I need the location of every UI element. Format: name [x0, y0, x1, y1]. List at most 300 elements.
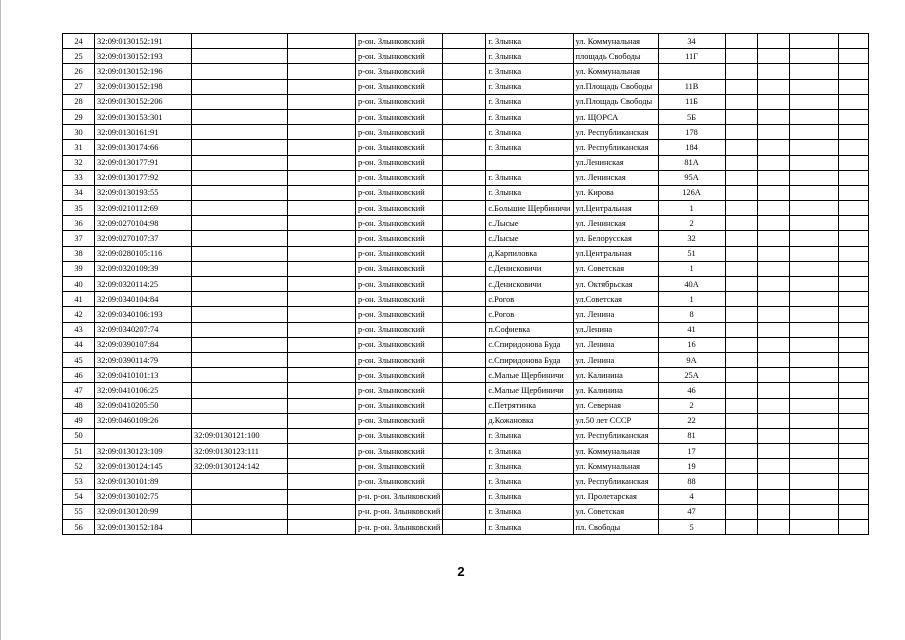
- empty-cell: [443, 201, 486, 216]
- empty-cell: [443, 64, 486, 79]
- street-cell: ул.Площадь Свободы: [573, 94, 658, 109]
- house-number-cell: 8: [658, 307, 725, 322]
- house-number-cell: 46: [658, 383, 725, 398]
- empty-cell: [789, 34, 838, 49]
- empty-cell: [757, 413, 789, 428]
- cadastral-number-cell: 32:09:0320114:25: [95, 277, 192, 292]
- district-cell: р-он. Злынковский: [356, 140, 443, 155]
- street-cell: ул. Советская: [573, 261, 658, 276]
- house-number-cell: 16: [658, 337, 725, 352]
- district-cell: р-он. Злынковский: [356, 261, 443, 276]
- empty-cell: [725, 428, 757, 443]
- related-cadastral-number-cell: [192, 277, 288, 292]
- cadastral-number-cell: 32:09:0130161:91: [95, 125, 192, 140]
- house-number-cell: 5Б: [658, 109, 725, 124]
- empty-cell: [838, 277, 868, 292]
- settlement-cell: с.Малые Щербиничи: [486, 383, 573, 398]
- empty-cell: [789, 140, 838, 155]
- related-cadastral-number-cell: [192, 322, 288, 337]
- empty-cell: [288, 155, 356, 170]
- table-row: [63, 277, 869, 292]
- related-cadastral-number-cell: [192, 246, 288, 261]
- empty-cell: [288, 398, 356, 413]
- empty-cell: [789, 444, 838, 459]
- empty-cell: [443, 474, 486, 489]
- empty-cell: [757, 322, 789, 337]
- cadastral-number-cell: 32:09:0390107:84: [95, 337, 192, 352]
- cadastral-number-cell: 32:09:0130177:92: [95, 170, 192, 185]
- settlement-cell: с.Денисковичи: [486, 261, 573, 276]
- cadastral-number-cell: 32:09:0130152:191: [95, 34, 192, 49]
- cadastral-number-cell: 32:09:0270107:37: [95, 231, 192, 246]
- district-cell: р-он. Злынковский: [356, 444, 443, 459]
- table-row: [63, 49, 869, 64]
- empty-cell: [789, 155, 838, 170]
- empty-cell: [443, 428, 486, 443]
- empty-cell: [288, 185, 356, 200]
- house-number-cell: 81: [658, 428, 725, 443]
- empty-cell: [838, 459, 868, 474]
- row-number-cell: 28: [63, 94, 95, 109]
- empty-cell: [757, 504, 789, 519]
- empty-cell: [838, 155, 868, 170]
- row-number-cell: 26: [63, 64, 95, 79]
- cadastral-number-cell: 32:09:0130177:91: [95, 155, 192, 170]
- table-row: [63, 79, 869, 94]
- related-cadastral-number-cell: [192, 413, 288, 428]
- empty-cell: [443, 261, 486, 276]
- empty-cell: [838, 474, 868, 489]
- cadastral-number-cell: 32:09:0390114:79: [95, 352, 192, 367]
- empty-cell: [288, 459, 356, 474]
- empty-cell: [443, 444, 486, 459]
- street-cell: ул. Калинина: [573, 383, 658, 398]
- empty-cell: [789, 413, 838, 428]
- related-cadastral-number-cell: [192, 398, 288, 413]
- empty-cell: [725, 520, 757, 535]
- empty-cell: [757, 277, 789, 292]
- empty-cell: [838, 398, 868, 413]
- street-cell: ул. Ленина: [573, 352, 658, 367]
- cadastral-number-cell: 32:09:0130152:198: [95, 79, 192, 94]
- related-cadastral-number-cell: [192, 337, 288, 352]
- district-cell: р-он. Злынковский: [356, 125, 443, 140]
- row-number-cell: 33: [63, 170, 95, 185]
- row-number-cell: 45: [63, 352, 95, 367]
- related-cadastral-number-cell: [192, 520, 288, 535]
- empty-cell: [725, 474, 757, 489]
- cadastral-number-cell: 32:09:0460109:26: [95, 413, 192, 428]
- empty-cell: [789, 489, 838, 504]
- empty-cell: [725, 231, 757, 246]
- empty-cell: [288, 413, 356, 428]
- district-cell: р-он. Злынковский: [356, 292, 443, 307]
- district-cell: р-н. р-он. Злынковский: [356, 504, 443, 519]
- table-row: [63, 428, 869, 443]
- empty-cell: [838, 140, 868, 155]
- street-cell: ул. Северная: [573, 398, 658, 413]
- house-number-cell: 51: [658, 246, 725, 261]
- empty-cell: [789, 231, 838, 246]
- street-cell: ул. Кирова: [573, 185, 658, 200]
- house-number-cell: 1: [658, 261, 725, 276]
- empty-cell: [789, 261, 838, 276]
- empty-cell: [443, 292, 486, 307]
- empty-cell: [725, 185, 757, 200]
- empty-cell: [725, 170, 757, 185]
- house-number-cell: 88: [658, 474, 725, 489]
- empty-cell: [838, 504, 868, 519]
- empty-cell: [789, 64, 838, 79]
- cadastral-number-cell: 32:09:0270104:98: [95, 216, 192, 231]
- house-number-cell: 40А: [658, 277, 725, 292]
- related-cadastral-number-cell: [192, 474, 288, 489]
- empty-cell: [789, 474, 838, 489]
- empty-cell: [789, 383, 838, 398]
- house-number-cell: 81А: [658, 155, 725, 170]
- district-cell: р-он. Злынковский: [356, 246, 443, 261]
- empty-cell: [288, 79, 356, 94]
- empty-cell: [443, 398, 486, 413]
- empty-cell: [443, 504, 486, 519]
- empty-cell: [757, 459, 789, 474]
- empty-cell: [288, 261, 356, 276]
- empty-cell: [725, 216, 757, 231]
- row-number-cell: 24: [63, 34, 95, 49]
- empty-cell: [288, 474, 356, 489]
- empty-cell: [725, 246, 757, 261]
- empty-cell: [757, 94, 789, 109]
- cadastral-number-cell: 32:09:0130102:75: [95, 489, 192, 504]
- district-cell: р-он. Злынковский: [356, 459, 443, 474]
- empty-cell: [443, 170, 486, 185]
- empty-cell: [725, 261, 757, 276]
- house-number-cell: 5: [658, 520, 725, 535]
- empty-cell: [757, 428, 789, 443]
- row-number-cell: 29: [63, 109, 95, 124]
- empty-cell: [838, 520, 868, 535]
- settlement-cell: с.Лысые: [486, 231, 573, 246]
- cadastral-number-cell: 32:09:0130101:89: [95, 474, 192, 489]
- empty-cell: [288, 201, 356, 216]
- table-row: [63, 170, 869, 185]
- related-cadastral-number-cell: [192, 34, 288, 49]
- empty-cell: [443, 49, 486, 64]
- empty-cell: [288, 231, 356, 246]
- related-cadastral-number-cell: [192, 368, 288, 383]
- related-cadastral-number-cell: [192, 170, 288, 185]
- empty-cell: [789, 216, 838, 231]
- related-cadastral-number-cell: [192, 383, 288, 398]
- street-cell: ул. Советская: [573, 504, 658, 519]
- table-row: [63, 352, 869, 367]
- row-number-cell: 50: [63, 428, 95, 443]
- street-cell: ул.Центральная: [573, 246, 658, 261]
- house-number-cell: 47: [658, 504, 725, 519]
- row-number-cell: 41: [63, 292, 95, 307]
- table-row: [63, 201, 869, 216]
- street-cell: ул. Ленина: [573, 307, 658, 322]
- empty-cell: [789, 307, 838, 322]
- house-number-cell: 2: [658, 216, 725, 231]
- empty-cell: [838, 201, 868, 216]
- settlement-cell: г. Злынка: [486, 170, 573, 185]
- empty-cell: [789, 398, 838, 413]
- empty-cell: [789, 109, 838, 124]
- district-cell: р-он. Злынковский: [356, 337, 443, 352]
- related-cadastral-number-cell: [192, 307, 288, 322]
- empty-cell: [443, 322, 486, 337]
- cadastral-number-cell: 32:09:0130152:184: [95, 520, 192, 535]
- house-number-cell: [658, 64, 725, 79]
- settlement-cell: г. Злынка: [486, 444, 573, 459]
- empty-cell: [757, 64, 789, 79]
- empty-cell: [789, 520, 838, 535]
- district-cell: р-он. Злынковский: [356, 398, 443, 413]
- empty-cell: [725, 64, 757, 79]
- table-row: [63, 474, 869, 489]
- cadastral-number-cell: 32:09:0130152:206: [95, 94, 192, 109]
- row-number-cell: 49: [63, 413, 95, 428]
- house-number-cell: 11Б: [658, 94, 725, 109]
- table-row: [63, 398, 869, 413]
- street-cell: ул.50 лет СССР: [573, 413, 658, 428]
- empty-cell: [288, 352, 356, 367]
- empty-cell: [757, 368, 789, 383]
- table-row: [63, 216, 869, 231]
- settlement-cell: д.Карпиловка: [486, 246, 573, 261]
- table-row: [63, 504, 869, 519]
- street-cell: ул. Коммунальная: [573, 64, 658, 79]
- empty-cell: [838, 64, 868, 79]
- related-cadastral-number-cell: [192, 261, 288, 276]
- related-cadastral-number-cell: [192, 504, 288, 519]
- empty-cell: [757, 125, 789, 140]
- settlement-cell: г. Злынка: [486, 140, 573, 155]
- empty-cell: [757, 34, 789, 49]
- empty-cell: [789, 277, 838, 292]
- empty-cell: [288, 216, 356, 231]
- page-number: 2: [457, 564, 465, 579]
- related-cadastral-number-cell: [192, 155, 288, 170]
- settlement-cell: с.Лысые: [486, 216, 573, 231]
- empty-cell: [789, 201, 838, 216]
- empty-cell: [838, 292, 868, 307]
- empty-cell: [288, 504, 356, 519]
- cadastral-number-cell: 32:09:0130193:55: [95, 185, 192, 200]
- table-row: [63, 322, 869, 337]
- empty-cell: [838, 185, 868, 200]
- row-number-cell: 35: [63, 201, 95, 216]
- settlement-cell: г. Злынка: [486, 34, 573, 49]
- empty-cell: [443, 140, 486, 155]
- settlement-cell: г. Злынка: [486, 185, 573, 200]
- empty-cell: [789, 125, 838, 140]
- settlement-cell: с.Рогов: [486, 307, 573, 322]
- empty-cell: [288, 170, 356, 185]
- row-number-cell: 38: [63, 246, 95, 261]
- row-number-cell: 39: [63, 261, 95, 276]
- empty-cell: [725, 125, 757, 140]
- empty-cell: [288, 34, 356, 49]
- street-cell: ул.Площадь Свободы: [573, 79, 658, 94]
- empty-cell: [725, 307, 757, 322]
- empty-cell: [725, 504, 757, 519]
- district-cell: р-он. Злынковский: [356, 49, 443, 64]
- settlement-cell: [486, 155, 573, 170]
- empty-cell: [789, 94, 838, 109]
- cadastral-number-cell: 32:09:0340207:74: [95, 322, 192, 337]
- street-cell: ул. ЩОРСА: [573, 109, 658, 124]
- district-cell: р-он. Злынковский: [356, 94, 443, 109]
- house-number-cell: 126А: [658, 185, 725, 200]
- empty-cell: [288, 428, 356, 443]
- table-row: [63, 292, 869, 307]
- settlement-cell: г. Злынка: [486, 94, 573, 109]
- empty-cell: [725, 489, 757, 504]
- empty-cell: [789, 170, 838, 185]
- empty-cell: [789, 322, 838, 337]
- row-number-cell: 43: [63, 322, 95, 337]
- house-number-cell: 11В: [658, 79, 725, 94]
- related-cadastral-number-cell: 32:09:0130121:100: [192, 428, 288, 443]
- related-cadastral-number-cell: [192, 489, 288, 504]
- street-cell: ул. Ленинская: [573, 170, 658, 185]
- cadastral-number-cell: [95, 428, 192, 443]
- table-row: [63, 185, 869, 200]
- empty-cell: [789, 185, 838, 200]
- empty-cell: [757, 140, 789, 155]
- empty-cell: [789, 79, 838, 94]
- empty-cell: [757, 520, 789, 535]
- empty-cell: [789, 49, 838, 64]
- settlement-cell: г. Злынка: [486, 64, 573, 79]
- street-cell: ул. Республиканская: [573, 125, 658, 140]
- related-cadastral-number-cell: [192, 125, 288, 140]
- empty-cell: [789, 352, 838, 367]
- house-number-cell: 41: [658, 322, 725, 337]
- empty-cell: [288, 246, 356, 261]
- empty-cell: [789, 504, 838, 519]
- cadastral-number-cell: 32:09:0410106:25: [95, 383, 192, 398]
- settlement-cell: с.Спиридонова Буда: [486, 352, 573, 367]
- house-number-cell: 19: [658, 459, 725, 474]
- street-cell: ул.Советская: [573, 292, 658, 307]
- empty-cell: [288, 489, 356, 504]
- empty-cell: [288, 322, 356, 337]
- table-row: [63, 261, 869, 276]
- empty-cell: [443, 337, 486, 352]
- empty-cell: [725, 459, 757, 474]
- empty-cell: [838, 413, 868, 428]
- empty-cell: [288, 337, 356, 352]
- table-row: [63, 155, 869, 170]
- settlement-cell: г. Злынка: [486, 109, 573, 124]
- related-cadastral-number-cell: [192, 292, 288, 307]
- empty-cell: [725, 155, 757, 170]
- empty-cell: [288, 109, 356, 124]
- row-number-cell: 47: [63, 383, 95, 398]
- empty-cell: [288, 444, 356, 459]
- cadastral-number-cell: 32:09:0320109:39: [95, 261, 192, 276]
- street-cell: ул.Центральная: [573, 201, 658, 216]
- settlement-cell: д.Кожановка: [486, 413, 573, 428]
- settlement-cell: п.Софиевка: [486, 322, 573, 337]
- settlement-cell: г. Злынка: [486, 489, 573, 504]
- cadastral-number-cell: 32:09:0410101:13: [95, 368, 192, 383]
- empty-cell: [443, 231, 486, 246]
- street-cell: ул. Ленина: [573, 337, 658, 352]
- house-number-cell: 95А: [658, 170, 725, 185]
- district-cell: р-он. Злынковский: [356, 428, 443, 443]
- street-cell: ул. Белорусская: [573, 231, 658, 246]
- empty-cell: [757, 201, 789, 216]
- empty-cell: [838, 428, 868, 443]
- empty-cell: [443, 94, 486, 109]
- house-number-cell: 22: [658, 413, 725, 428]
- empty-cell: [789, 368, 838, 383]
- empty-cell: [757, 261, 789, 276]
- settlement-cell: с.Денисковичи: [486, 277, 573, 292]
- house-number-cell: 17: [658, 444, 725, 459]
- empty-cell: [725, 140, 757, 155]
- row-number-cell: 52: [63, 459, 95, 474]
- district-cell: р-он. Злынковский: [356, 155, 443, 170]
- empty-cell: [725, 352, 757, 367]
- empty-cell: [757, 489, 789, 504]
- empty-cell: [725, 49, 757, 64]
- settlement-cell: г. Злынка: [486, 79, 573, 94]
- street-cell: ул. Республиканская: [573, 428, 658, 443]
- empty-cell: [725, 292, 757, 307]
- row-number-cell: 54: [63, 489, 95, 504]
- empty-cell: [838, 125, 868, 140]
- district-cell: р-он. Злынковский: [356, 79, 443, 94]
- empty-cell: [443, 246, 486, 261]
- table-row: [63, 231, 869, 246]
- empty-cell: [725, 79, 757, 94]
- house-number-cell: 25А: [658, 368, 725, 383]
- empty-cell: [838, 231, 868, 246]
- empty-cell: [443, 109, 486, 124]
- cadastral-number-cell: 32:09:0130152:193: [95, 49, 192, 64]
- empty-cell: [443, 34, 486, 49]
- table-row: [63, 444, 869, 459]
- cadastral-number-cell: 32:09:0410205:50: [95, 398, 192, 413]
- empty-cell: [288, 383, 356, 398]
- table-row: [63, 337, 869, 352]
- empty-cell: [838, 307, 868, 322]
- empty-cell: [725, 383, 757, 398]
- empty-cell: [789, 459, 838, 474]
- cadastral-number-cell: 32:09:0280105:116: [95, 246, 192, 261]
- cadastral-number-cell: 32:09:0130174:66: [95, 140, 192, 155]
- empty-cell: [443, 489, 486, 504]
- empty-cell: [443, 368, 486, 383]
- settlement-cell: с.Петрятинка: [486, 398, 573, 413]
- empty-cell: [789, 337, 838, 352]
- empty-cell: [789, 428, 838, 443]
- row-number-cell: 42: [63, 307, 95, 322]
- empty-cell: [757, 444, 789, 459]
- district-cell: р-он. Злынковский: [356, 322, 443, 337]
- district-cell: р-он. Злынковский: [356, 170, 443, 185]
- street-cell: ул. Пролетарская: [573, 489, 658, 504]
- empty-cell: [757, 79, 789, 94]
- empty-cell: [725, 337, 757, 352]
- district-cell: р-он. Злынковский: [356, 474, 443, 489]
- empty-cell: [757, 383, 789, 398]
